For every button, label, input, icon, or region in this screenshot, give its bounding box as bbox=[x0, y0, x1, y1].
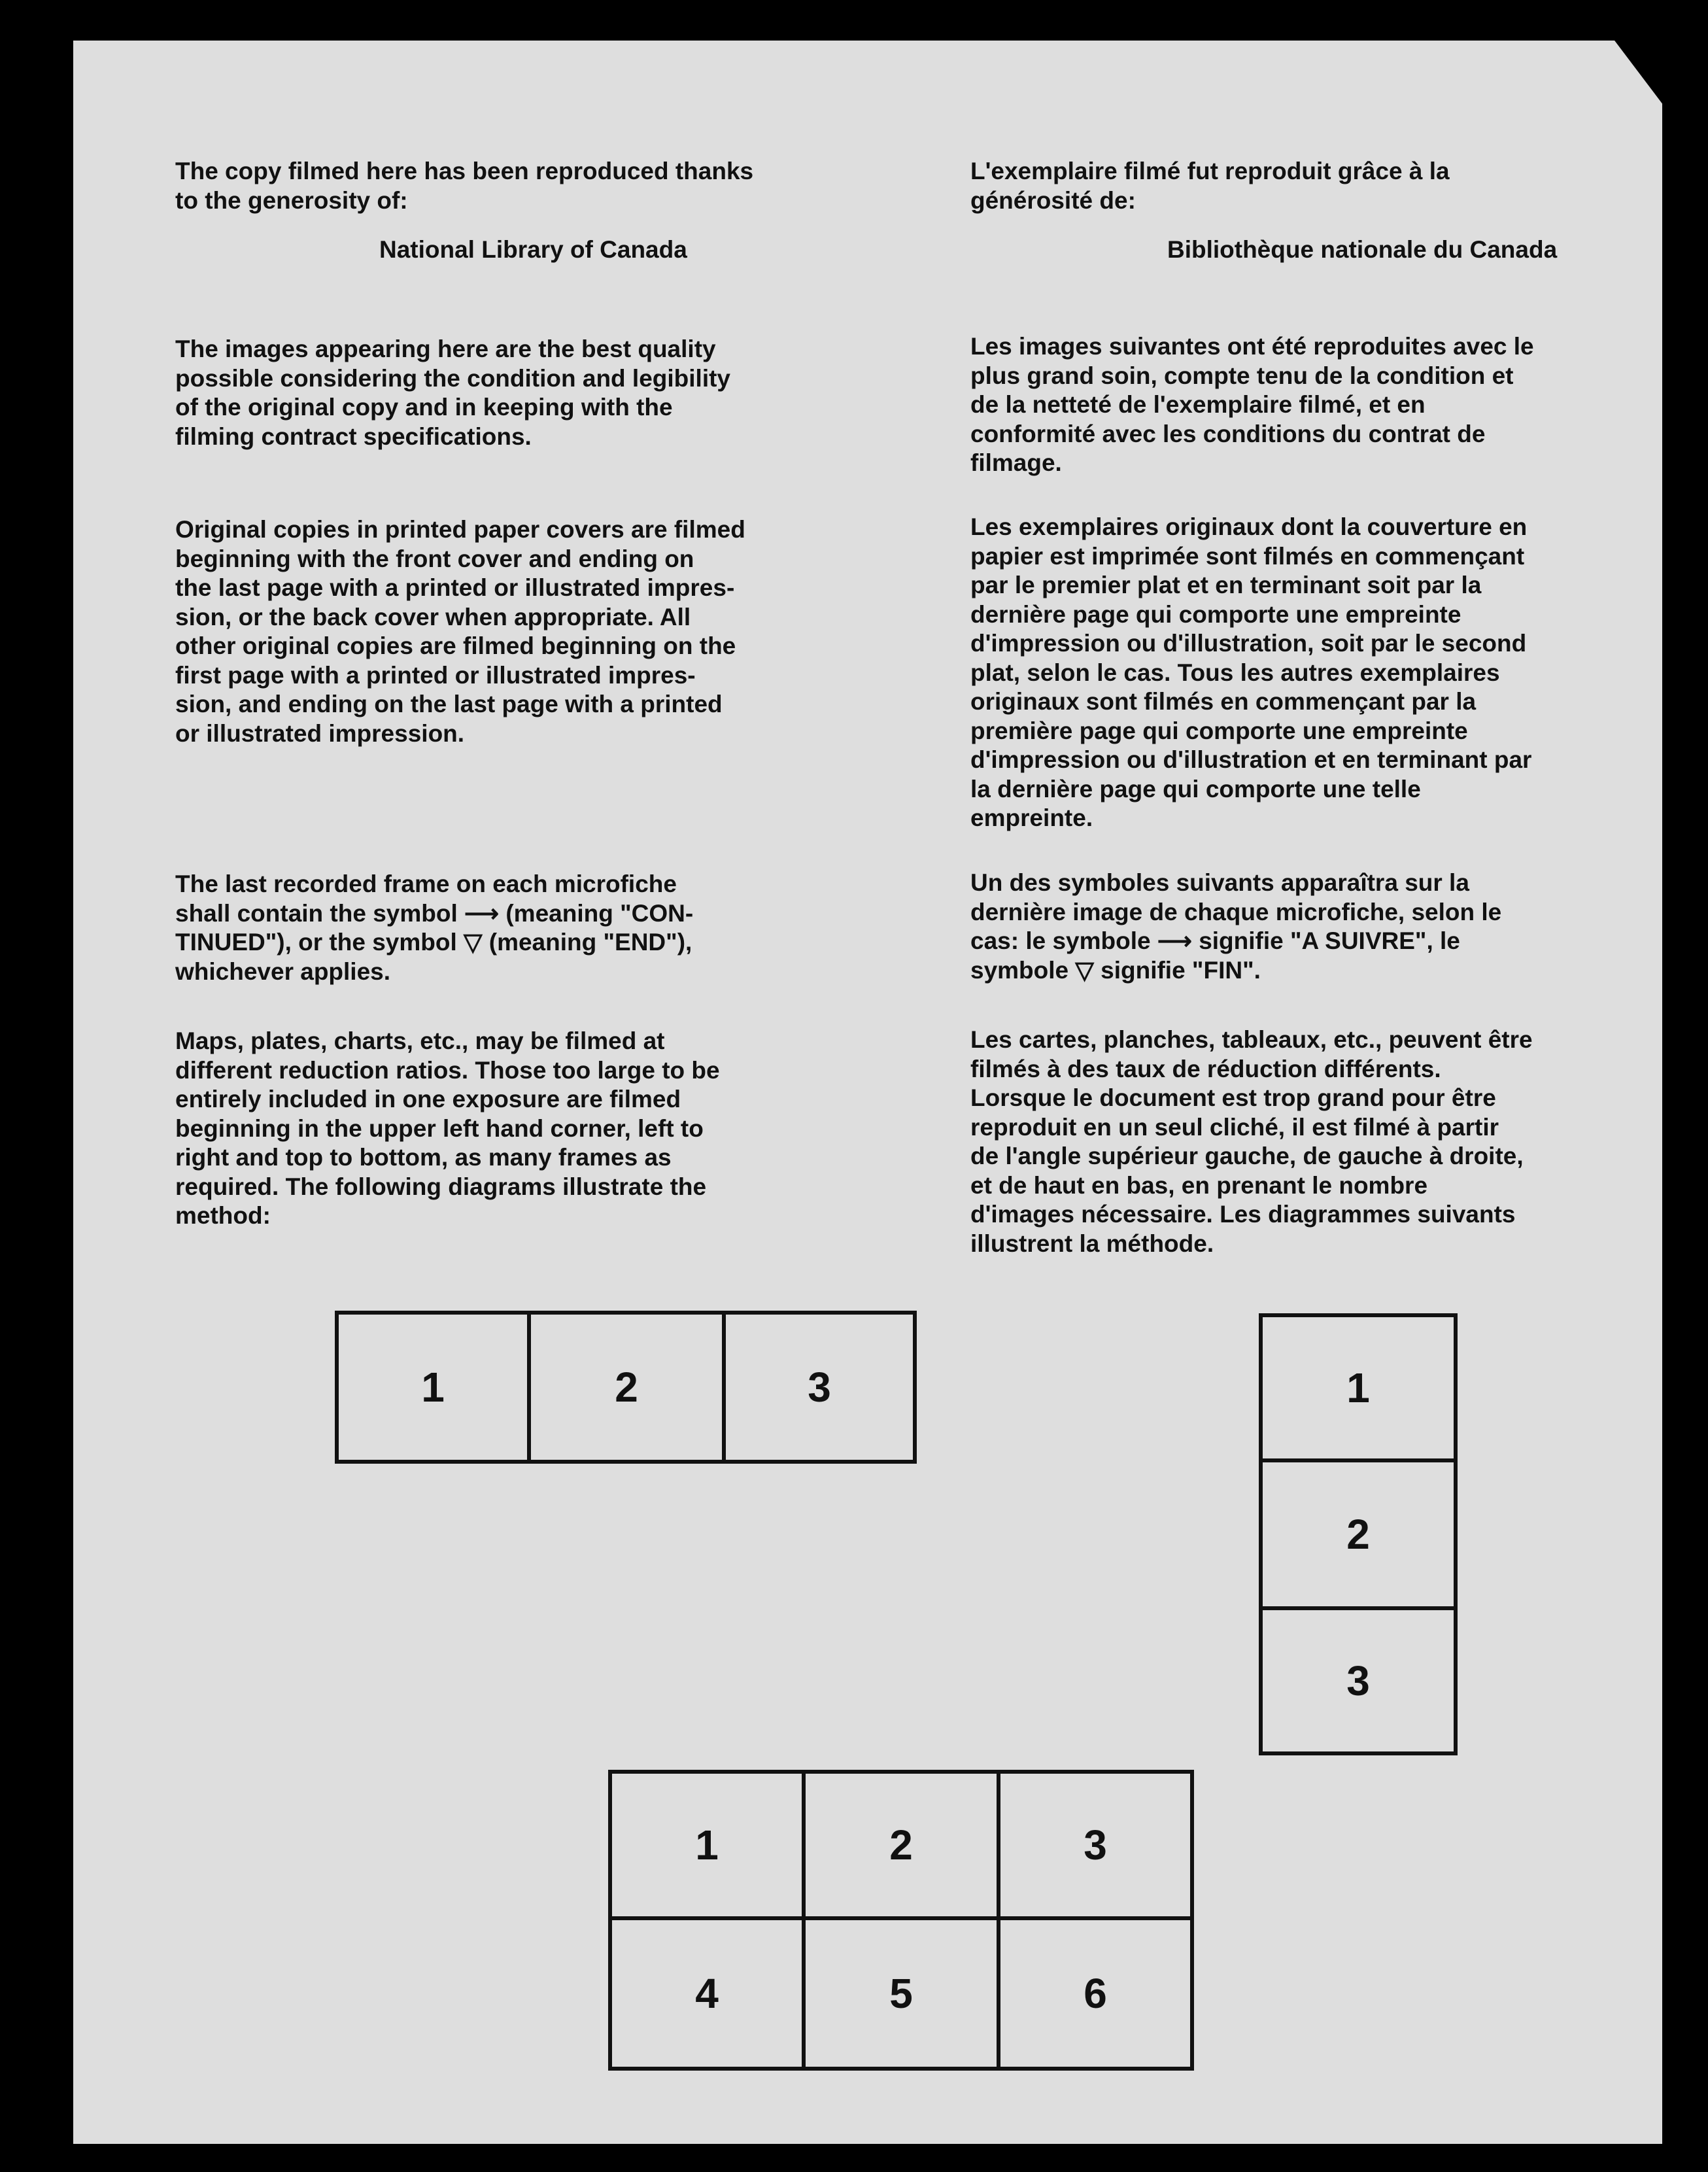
diagram-vertical bbox=[1259, 1313, 1458, 1755]
frame-cell: 2 bbox=[531, 1315, 726, 1460]
symbols-note-french: Un des symboles suivants apparaîtra sur la dernière image de chaque microfiche, selon le cas: le symbole ⟶ signifie "A SUIVRE", le symbole ▽ signifie "FIN". bbox=[970, 869, 1502, 984]
frame-cell: 1 bbox=[1263, 1317, 1454, 1462]
library-name-english: National Library of Canada bbox=[379, 236, 687, 263]
symbols-note-english: The last recorded frame on each microfiche shall contain the symbol ⟶ (meaning "CON- TINUED"), or the symbol ▽ (meaning "END"), whichever applies. bbox=[175, 871, 694, 985]
frame-cell: 3 bbox=[1346, 1657, 1370, 1704]
originals-note-english: Original copies in printed paper covers are filmed beginning with the front cover and ending on the last page with a printed or illustrated impres- sion, or the back cover when appropriate. All other original copies are filmed beginning on the first page with a printed or illustrated impres- sion, and ending on the last page with a printed or illustrated impression. bbox=[175, 516, 745, 747]
quality-note-english: The images appearing here are the best quality possible considering the condition and legibility of the original copy and in keeping with the filming contract specifications. bbox=[175, 336, 731, 450]
maps-note-english: Maps, plates, charts, etc., may be filmed at different reduction ratios. Those too large to be entirely included in one exposure are filmed beginning in the upper left hand corner, left to right and top to bottom, as many frames as required. The following diagrams illustrate the method: bbox=[175, 1027, 720, 1229]
frame-cell: 1 bbox=[612, 1774, 806, 1920]
frame-cell: 3 bbox=[1000, 1774, 1190, 1920]
frame-cell: 4 bbox=[612, 1920, 806, 2067]
quality-note-french: Les images suivantes ont été reproduites avec le plus grand soin, compte tenu de la condition et de la netteté de l'exemplaire filmé, et en conformité avec les conditions du contrat de filmage. bbox=[970, 333, 1534, 476]
frame-cell: 3 bbox=[808, 1364, 831, 1411]
credit-english: The copy filmed here has been reproduced thanks to the generosity of: bbox=[175, 158, 754, 214]
diagram-horizontal bbox=[335, 1311, 917, 1464]
frame-cell: 5 bbox=[806, 1920, 1000, 2067]
frame-cell: 1 bbox=[339, 1315, 531, 1460]
frame-cell: 2 bbox=[806, 1774, 1000, 1920]
credit-french: L'exemplaire filmé fut reproduit grâce à la générosité de: bbox=[970, 158, 1450, 214]
library-name-french: Bibliothèque nationale du Canada bbox=[1167, 236, 1558, 263]
frame-cell: 6 bbox=[1084, 1970, 1107, 2017]
originals-note-french: Les exemplaires originaux dont la couverture en papier est imprimée sont filmés en commençant par le premier plat et en terminant soit par la dernière page qui comporte une empreinte d'impression ou d'illustration, soit par le second plat, selon le cas. Tous les autres exemplaires originaux sont filmés en commençant par la première page qui comporte une empreinte d'impression ou d'illustration et en terminant par la dernière page qui comporte une telle empreinte. bbox=[970, 513, 1532, 831]
maps-note-french: Les cartes, planches, tableaux, etc., peuvent être filmés à des taux de réduction différents. Lorsque le document est trop grand pour être reproduit en un seul cliché, il est filmé à partir de l'angle supérieur gauche, de gauche à droite, et de haut en bas, en prenant le nombre d'images nécessaire. Les diagrammes suivants illustrent la méthode. bbox=[970, 1026, 1533, 1257]
diagram-grid bbox=[608, 1770, 1194, 2071]
frame-cell: 2 bbox=[1263, 1462, 1454, 1610]
